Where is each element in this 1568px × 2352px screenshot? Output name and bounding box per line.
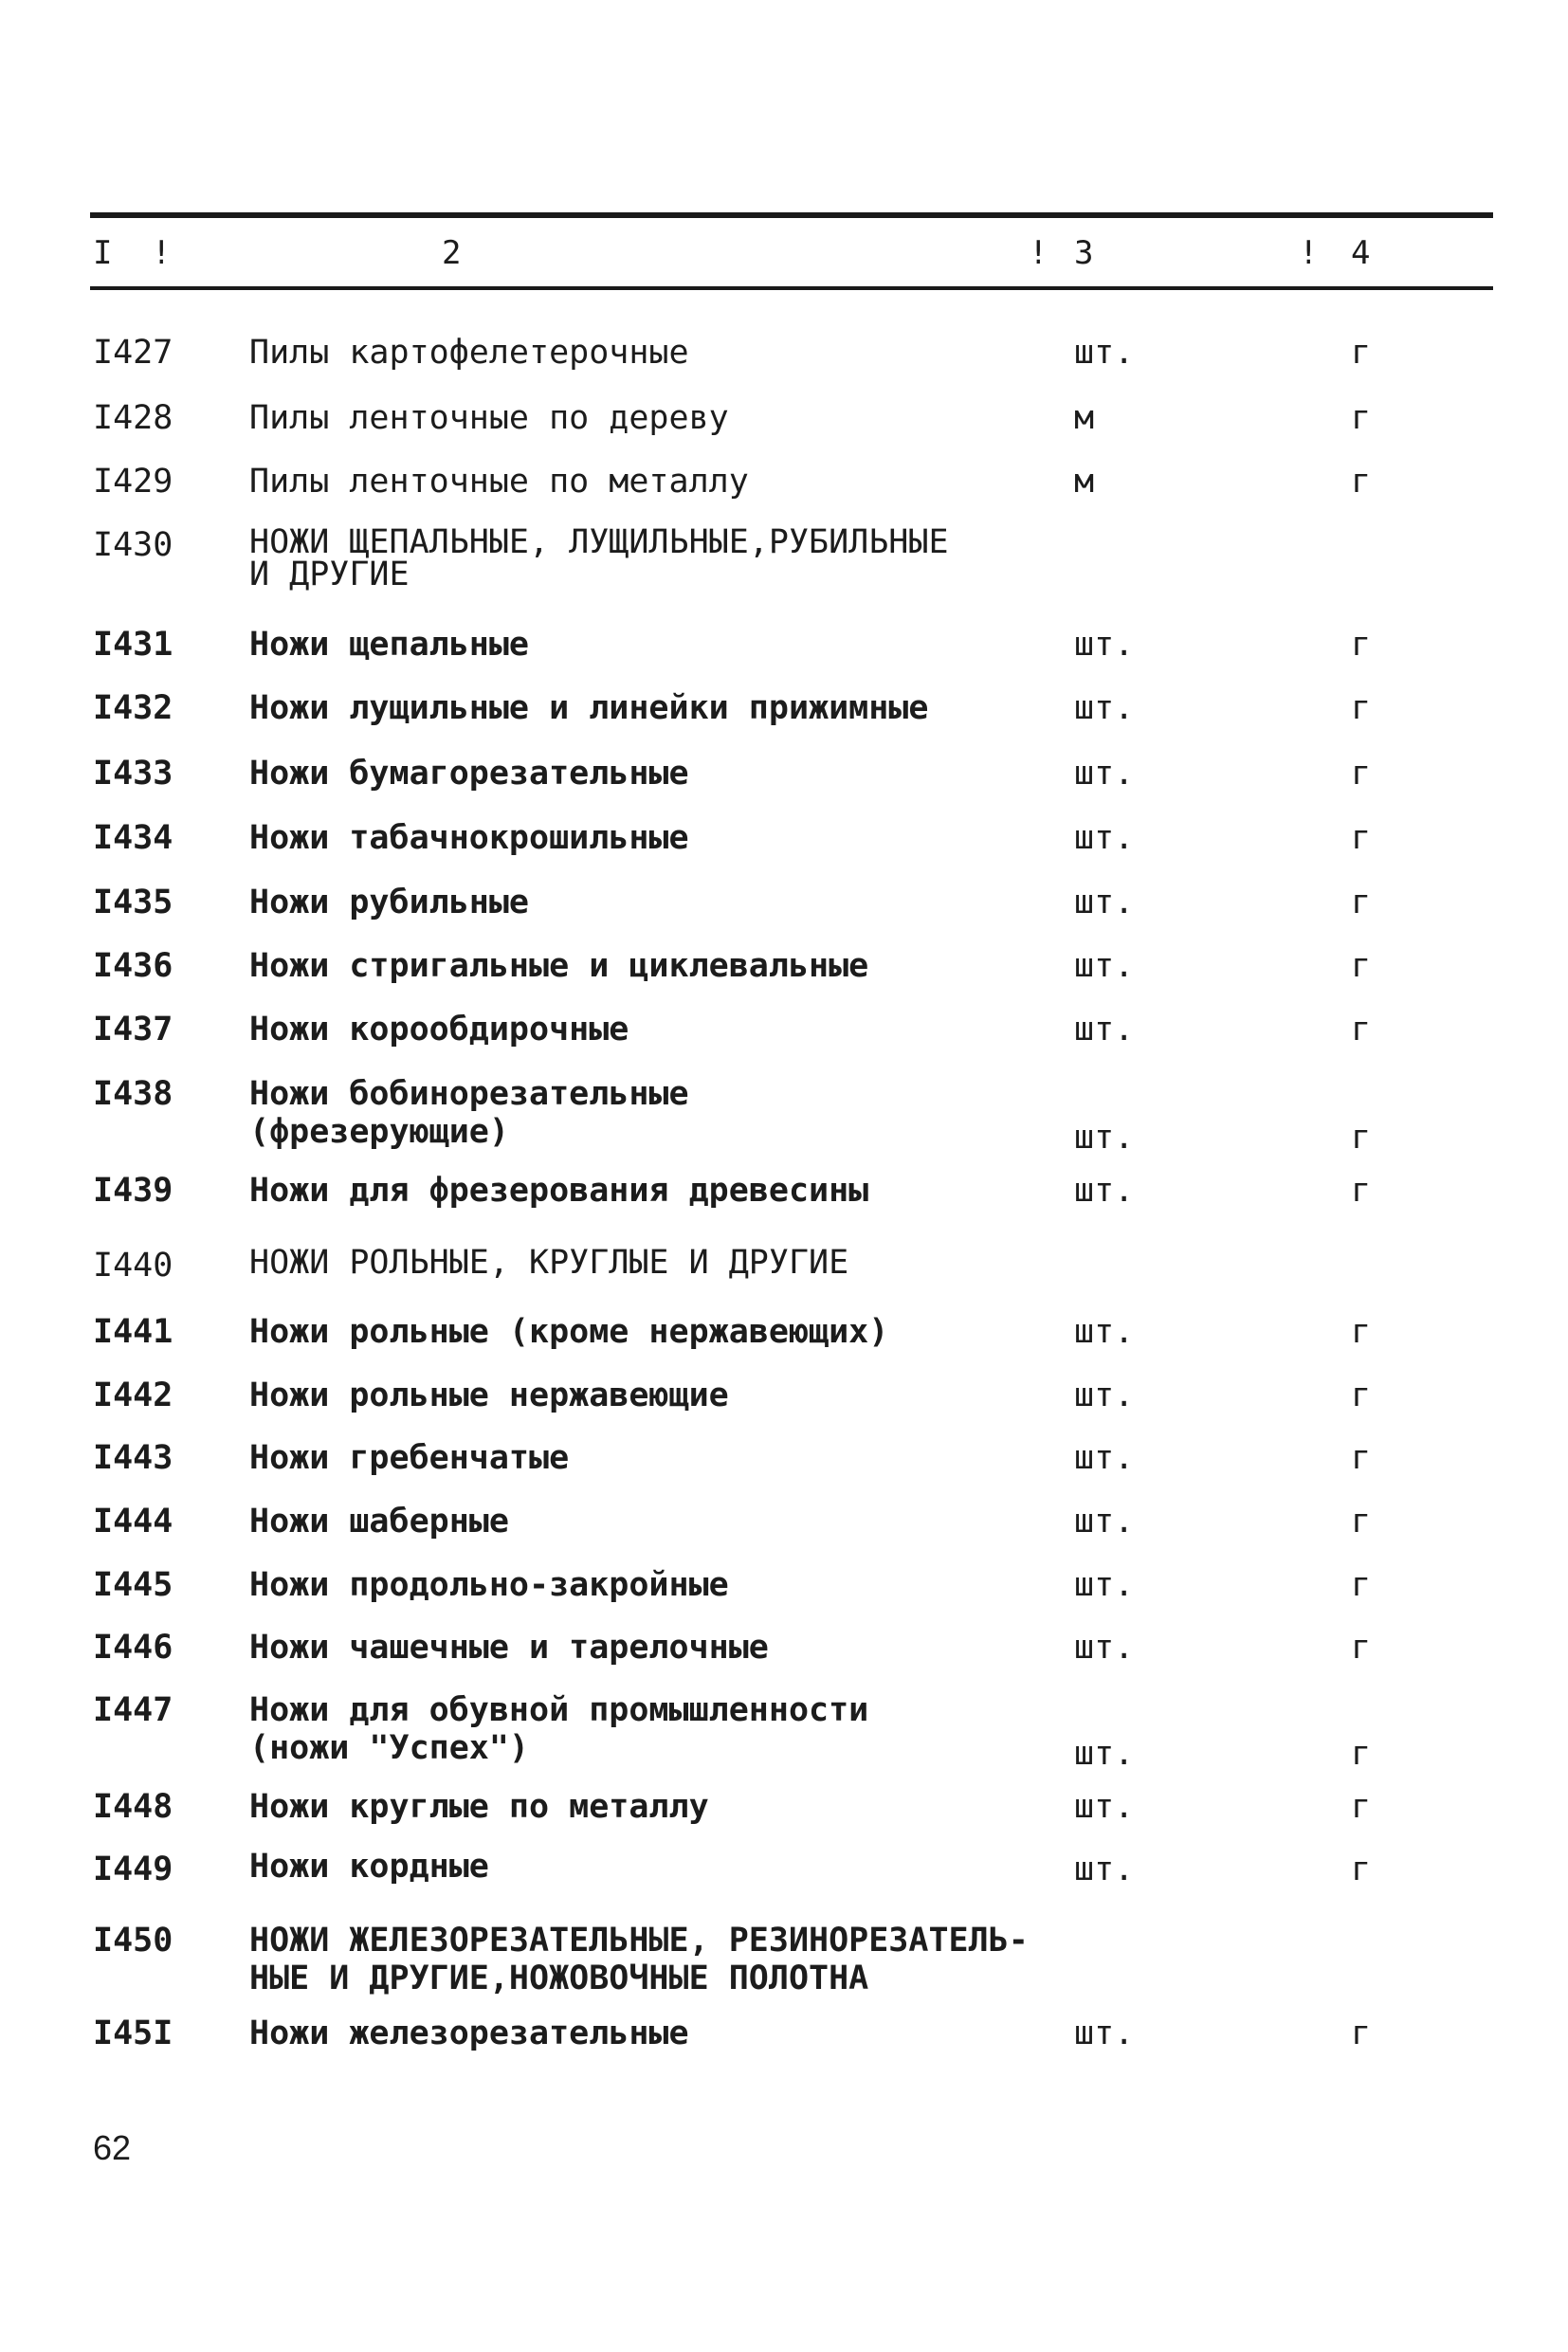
- row-name-line: Ножи корообдирочные: [249, 1011, 629, 1048]
- row-name-line: Ножи кордные: [249, 1848, 489, 1886]
- row-number: I436: [93, 947, 173, 985]
- row-number: I430: [93, 526, 173, 564]
- row-unit: шт.: [1074, 884, 1135, 921]
- row-name: [249, 1922, 1084, 1997]
- row-name-line: Пилы ленточные по металлу: [249, 463, 749, 501]
- row-code: г: [1351, 1735, 1372, 1773]
- row-code: г: [1351, 463, 1372, 501]
- row-code: г: [1351, 2015, 1372, 2052]
- row-number: I443: [93, 1439, 173, 1477]
- row-unit: шт.: [1074, 755, 1135, 793]
- row-name-line: Ножи бумагорезательные: [249, 755, 689, 793]
- row-unit: шт.: [1074, 2015, 1135, 2052]
- row-unit: шт.: [1074, 689, 1135, 727]
- row-name: [249, 1691, 1084, 1767]
- row-unit: шт.: [1074, 1629, 1135, 1667]
- row-number: I446: [93, 1629, 173, 1667]
- row-unit: шт.: [1074, 1313, 1135, 1351]
- row-number: I437: [93, 1011, 173, 1048]
- row-name-line: НЫЕ И ДРУГИЕ,НОЖОВОЧНЫЕ ПОЛОТНА: [249, 1960, 869, 1997]
- row-name-line: И ДРУГИЕ: [249, 556, 410, 593]
- row-name-line: Ножи рольные нержавеющие: [249, 1377, 729, 1414]
- row-code: г: [1351, 1503, 1372, 1541]
- row-number: I441: [93, 1313, 173, 1351]
- header-col-3: 3: [1074, 234, 1094, 272]
- row-number: I428: [93, 399, 173, 437]
- row-name: [249, 1377, 1084, 1414]
- row-name: [249, 2015, 1084, 2052]
- row-name: [249, 1011, 1084, 1048]
- row-unit: шт.: [1074, 1011, 1135, 1048]
- row-unit: шт.: [1074, 1377, 1135, 1414]
- row-number: I449: [93, 1851, 173, 1888]
- row-number: I440: [93, 1247, 173, 1285]
- row-name-line: (ножи "Успех"): [249, 1729, 530, 1767]
- row-unit: шт.: [1074, 334, 1135, 372]
- row-number: I450: [93, 1922, 173, 1960]
- row-name-line: НОЖИ ЩЕПАЛЬНЫЕ, ЛУЩИЛЬНЫЕ,РУБИЛЬНЫЕ: [249, 523, 949, 561]
- row-unit: м: [1074, 399, 1095, 437]
- row-name-line: Ножи шаберные: [249, 1503, 509, 1541]
- row-name-line: Ножи бобинорезательные: [249, 1075, 689, 1113]
- row-unit: шт.: [1074, 1566, 1135, 1604]
- row-name: [249, 689, 1084, 727]
- row-name-line: Ножи для фрезерования древесины: [249, 1172, 869, 1210]
- row-name: [249, 399, 1084, 437]
- row-code: г: [1351, 1566, 1372, 1604]
- row-name: [249, 626, 1084, 664]
- header-separator: !: [1029, 234, 1048, 272]
- row-name: [249, 1244, 1084, 1282]
- header-col-4: 4: [1351, 234, 1371, 272]
- row-number: I435: [93, 884, 173, 921]
- row-name-line: Пилы картофелетерочные: [249, 334, 689, 372]
- row-name-line: Пилы ленточные по дереву: [249, 399, 729, 437]
- row-name-line: Ножи рубильные: [249, 884, 530, 921]
- row-code: г: [1351, 334, 1372, 372]
- row-unit: шт.: [1074, 819, 1135, 857]
- row-unit: шт.: [1074, 1503, 1135, 1541]
- row-code: г: [1351, 1313, 1372, 1351]
- page-number: 62: [93, 2128, 132, 2167]
- row-code: г: [1351, 1011, 1372, 1048]
- row-name: [249, 523, 1084, 593]
- row-name: [249, 1503, 1084, 1541]
- row-unit: шт.: [1074, 1788, 1135, 1826]
- row-number: I438: [93, 1075, 173, 1113]
- row-number: I432: [93, 689, 173, 727]
- row-name: [249, 1848, 1084, 1886]
- row-name: [249, 755, 1084, 793]
- header-col-1: I: [93, 234, 113, 272]
- row-number: I447: [93, 1691, 173, 1729]
- row-name-line: Ножи для обувной промышленности: [249, 1691, 869, 1729]
- row-name: [249, 1439, 1084, 1477]
- row-name: [249, 1566, 1084, 1604]
- row-name: [249, 947, 1084, 985]
- header-separator: !: [152, 234, 172, 272]
- row-code: г: [1351, 689, 1372, 727]
- row-name-line: НОЖИ ЖЕЛЕЗОРЕЗАТЕЛЬНЫЕ, РЕЗИНОРЕЗАТЕЛЬ-: [249, 1922, 1029, 1960]
- row-unit: м: [1074, 463, 1095, 501]
- row-unit: шт.: [1074, 1172, 1135, 1210]
- row-number: I444: [93, 1503, 173, 1541]
- row-code: г: [1351, 755, 1372, 793]
- row-name: [249, 1075, 1084, 1151]
- row-name-line: Ножи стригальные и циклевальные: [249, 947, 869, 985]
- row-code: г: [1351, 1629, 1372, 1667]
- row-number: I431: [93, 626, 173, 664]
- row-name-line: Ножи гребенчатые: [249, 1439, 570, 1477]
- row-name-line: Ножи рольные (кроме нержавеющих): [249, 1313, 889, 1351]
- row-number: I45I: [93, 2015, 173, 2052]
- row-code: г: [1351, 1851, 1372, 1888]
- row-number: I427: [93, 334, 173, 372]
- row-name-line: Ножи продольно-закройные: [249, 1566, 729, 1604]
- row-number: I442: [93, 1377, 173, 1414]
- row-name-line: Ножи лущильные и линейки прижимные: [249, 689, 929, 727]
- row-name-line: Ножи табачнокрошильные: [249, 819, 689, 857]
- row-name-line: НОЖИ РОЛЬНЫЕ, КРУГЛЫЕ И ДРУГИЕ: [249, 1244, 849, 1282]
- row-number: I433: [93, 755, 173, 793]
- row-unit: шт.: [1074, 1119, 1135, 1157]
- row-name-line: Ножи железорезательные: [249, 2015, 689, 2052]
- header-col-2: 2: [442, 234, 462, 272]
- row-name: [249, 334, 1084, 372]
- row-code: г: [1351, 1172, 1372, 1210]
- row-unit: шт.: [1074, 1851, 1135, 1888]
- row-name: [249, 884, 1084, 921]
- row-number: I434: [93, 819, 173, 857]
- row-name: [249, 1313, 1084, 1351]
- row-code: г: [1351, 626, 1372, 664]
- row-unit: шт.: [1074, 626, 1135, 664]
- row-code: г: [1351, 1439, 1372, 1477]
- row-name: [249, 1172, 1084, 1210]
- row-code: г: [1351, 884, 1372, 921]
- row-unit: шт.: [1074, 1735, 1135, 1773]
- table-top-rule: [90, 212, 1493, 218]
- row-name-line: Ножи чашечные и тарелочные: [249, 1629, 769, 1667]
- row-name: [249, 463, 1084, 501]
- row-number: I448: [93, 1788, 173, 1826]
- row-code: г: [1351, 1119, 1372, 1157]
- row-unit: шт.: [1074, 1439, 1135, 1477]
- header-separator: !: [1299, 234, 1319, 272]
- row-code: г: [1351, 1377, 1372, 1414]
- row-name: [249, 1788, 1084, 1826]
- row-code: г: [1351, 819, 1372, 857]
- row-number: I429: [93, 463, 173, 501]
- row-name-line: Ножи щепальные: [249, 626, 530, 664]
- row-number: I439: [93, 1172, 173, 1210]
- table-header-rule: [90, 286, 1493, 290]
- row-name: [249, 1629, 1084, 1667]
- row-code: г: [1351, 399, 1372, 437]
- row-number: I445: [93, 1566, 173, 1604]
- row-code: г: [1351, 947, 1372, 985]
- row-unit: шт.: [1074, 947, 1135, 985]
- row-name-line: Ножи круглые по металлу: [249, 1788, 709, 1826]
- row-code: г: [1351, 1788, 1372, 1826]
- row-name: [249, 819, 1084, 857]
- row-name-line: (фрезерующие): [249, 1113, 509, 1151]
